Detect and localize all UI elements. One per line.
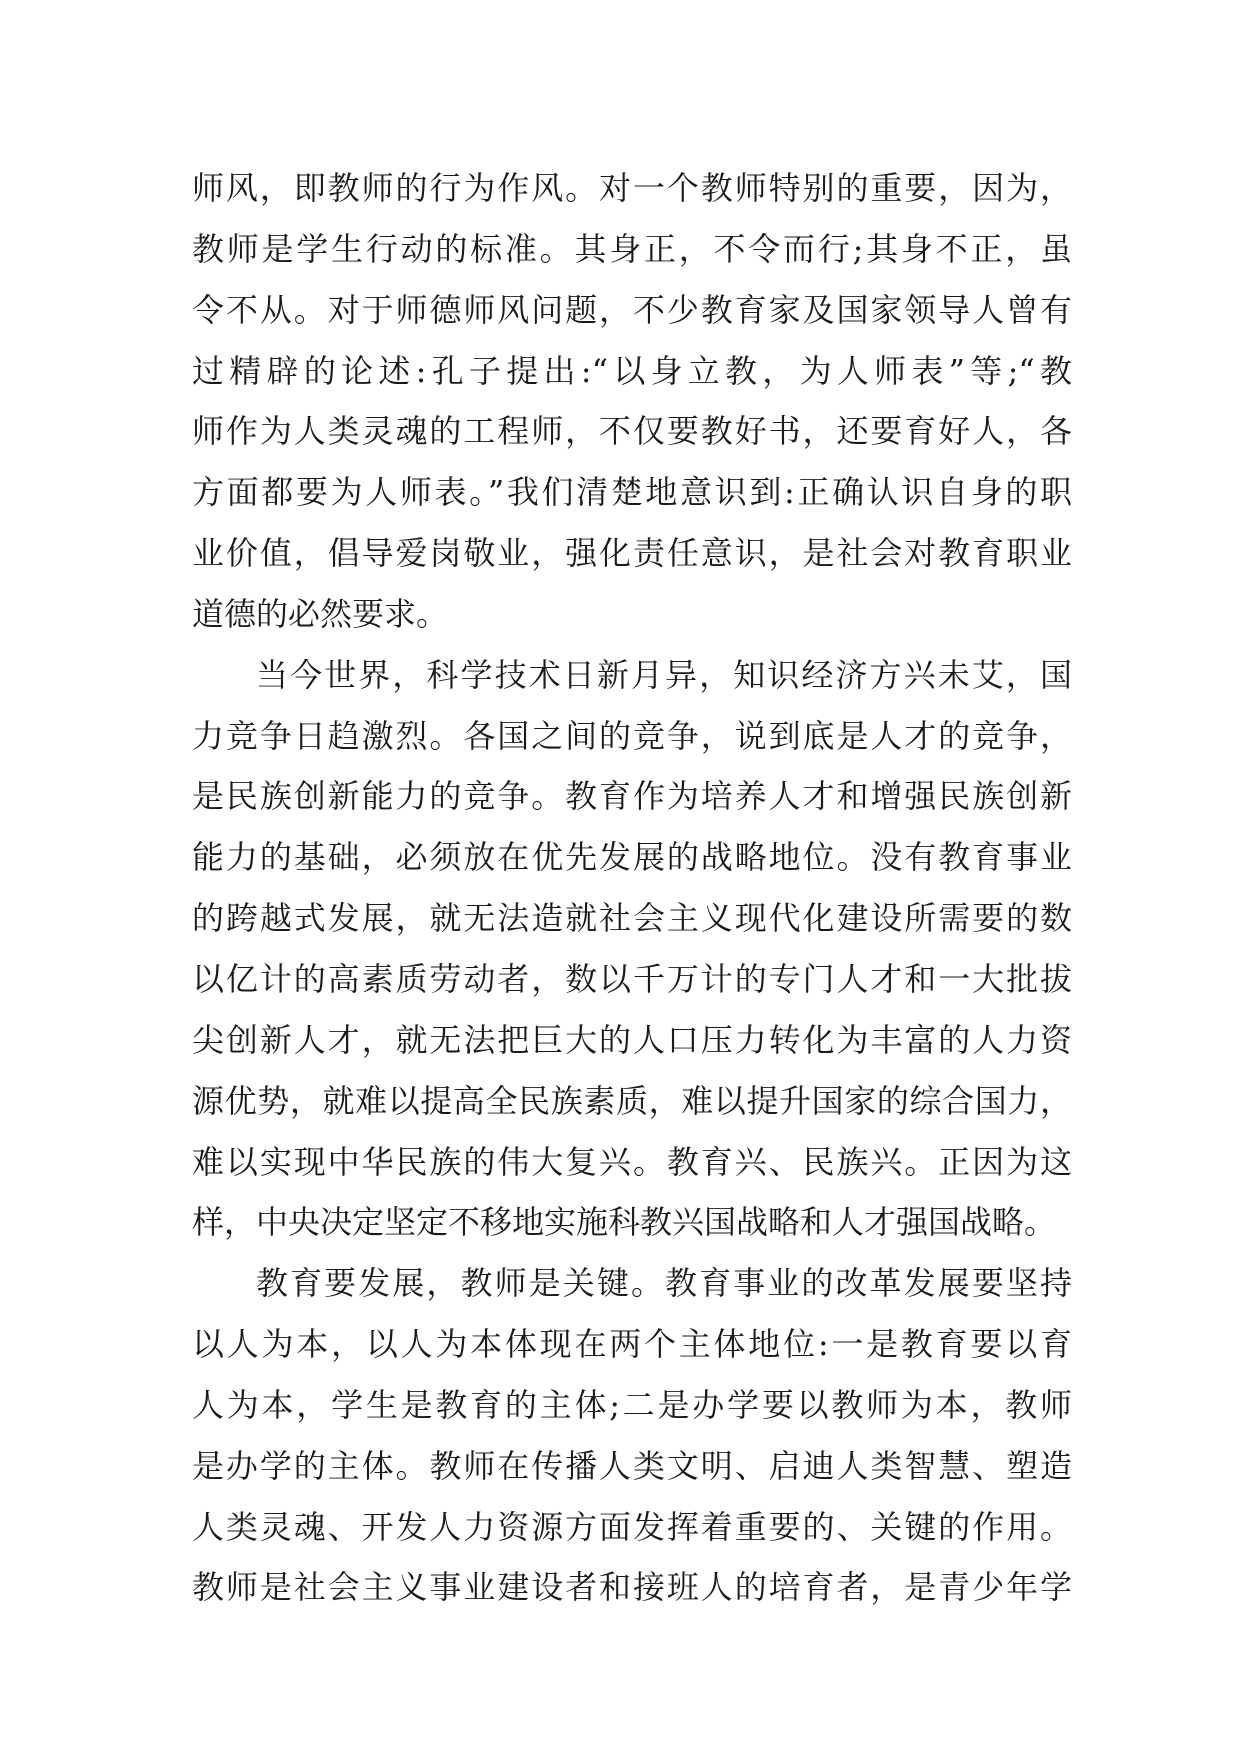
text-line: 样，中央决定坚定不移地实施科教兴国战略和人才强国战略。 — [192, 1203, 1057, 1242]
body-text — [192, 158, 1072, 1618]
text-line: 过精辟的论述:孔子提出:“以身立教，为人师表”等;“教 — [192, 351, 1072, 390]
text-line: 当今世界，科学技术日新月异，知识经济方兴未艾，国 — [256, 655, 1072, 694]
text-line: 教育要发展，教师是关键。教育事业的改革发展要坚持 — [256, 1264, 1072, 1303]
text-line: 能力的基础，必须放在优先发展的战略地位。没有教育事业 — [192, 838, 1072, 877]
text-line: 教师是社会主义事业建设者和接班人的培育者，是青少年学 — [192, 1568, 1072, 1607]
text-line: 师作为人类灵魂的工程师，不仅要教好书，还要育好人，各 — [192, 412, 1072, 451]
text-line: 师风，即教师的行为作风。对一个教师特别的重要，因为， — [192, 169, 1072, 207]
text-line: 道德的必然要求。 — [192, 594, 449, 633]
text-line: 教师是学生行动的标准。其身正，不令而行;其身不正，虽 — [192, 229, 1072, 268]
text-line: 是办学的主体。教师在传播人类文明、启迪人类智慧、塑造 — [192, 1446, 1072, 1485]
text-line: 人类灵魂、开发人力资源方面发挥着重要的、关键的作用。 — [192, 1507, 1072, 1546]
text-line: 尖创新人才，就无法把巨大的人口压力转化为丰富的人力资 — [192, 1020, 1072, 1059]
text-line: 以亿计的高素质劳动者，数以千万计的专门人才和一大批拔 — [192, 959, 1072, 998]
text-line: 难以实现中华民族的伟大复兴。教育兴、民族兴。正因为这 — [192, 1142, 1072, 1181]
text-line: 业价值，倡导爱岗敬业，强化责任意识，是社会对教育职业 — [192, 534, 1072, 573]
text-line: 人为本，学生是教育的主体;二是办学要以教师为本，教师 — [192, 1385, 1072, 1424]
text-line: 以人为本，以人为本体现在两个主体地位:一是教育要以育 — [192, 1325, 1072, 1364]
text-line: 令不从。对于师德师风问题，不少教育家及国家领导人曾有 — [192, 290, 1072, 329]
text-line: 力竞争日趋激烈。各国之间的竞争，说到底是人才的竞争， — [192, 716, 1072, 755]
text-line: 方面都要为人师表。”我们清楚地意识到:正确认识自身的职 — [192, 473, 1072, 512]
text-line: 是民族创新能力的竞争。教育作为培养人才和增强民族创新 — [192, 777, 1072, 816]
text-line: 源优势，就难以提高全民族素质，难以提升国家的综合国力， — [192, 1081, 1072, 1120]
text-line: 的跨越式发展，就无法造就社会主义现代化建设所需要的数 — [192, 899, 1072, 938]
